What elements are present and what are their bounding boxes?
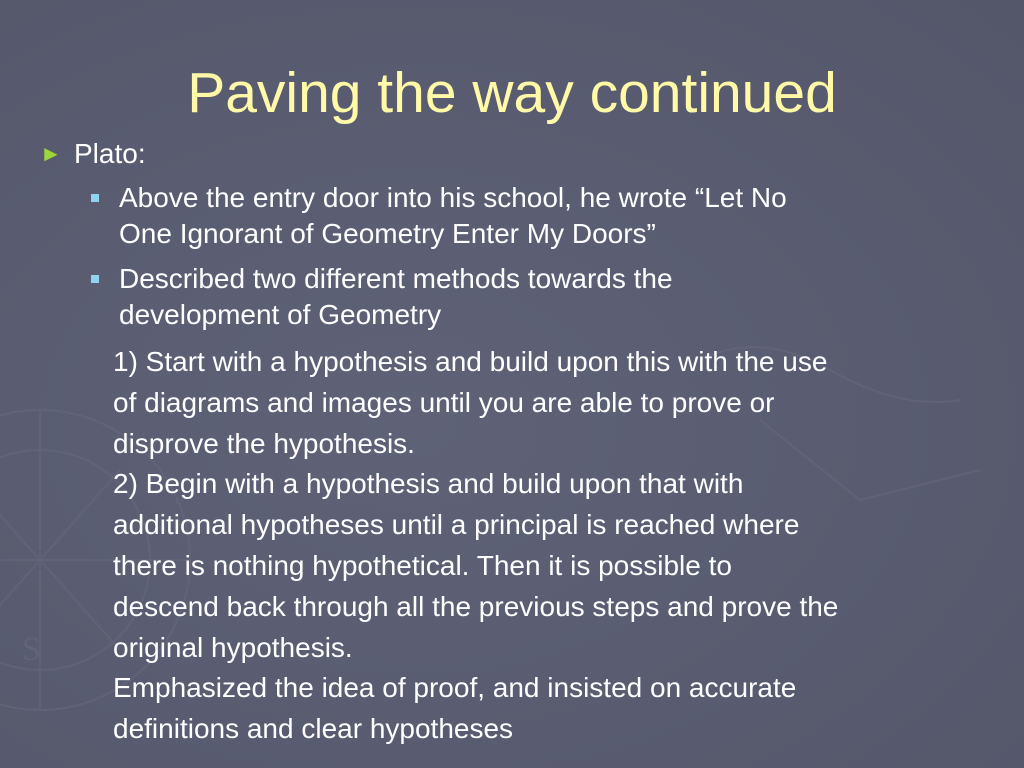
- body-line: disprove the hypothesis.: [113, 427, 415, 459]
- sub-bullet-two-methods: [88, 261, 988, 333]
- body-line: definitions and clear hypotheses: [113, 713, 514, 745]
- body-line: descend back through all the previous steps and prove the: [113, 590, 839, 622]
- body-line: original hypothesis.: [113, 631, 353, 663]
- body-line: there is nothing hypothetical. Then it is possible to: [113, 549, 732, 581]
- square-bullet-icon: [91, 275, 99, 283]
- svg-text:S: S: [22, 631, 41, 668]
- square-bullet-icon: [91, 194, 99, 202]
- sub-bullet-two-methods-line-2: development of Geometry: [119, 299, 442, 330]
- sub-bullet-entry-door-line-2: One Ignorant of Geometry Enter My Doors”: [119, 218, 656, 249]
- sub-bullet-entry-door-line-1: Above the entry door into his school, he wrote “Let No: [119, 182, 787, 213]
- bullet-plato-text: Plato:: [74, 138, 146, 169]
- body-line: of diagrams and images until you are able to prove or: [113, 386, 775, 418]
- methods-body-text: [113, 342, 1013, 750]
- sub-bullet-entry-door: [88, 180, 988, 252]
- body-line: additional hypotheses until a principal is reached where: [113, 509, 800, 541]
- bullet-plato: [40, 136, 146, 172]
- body-line: Emphasized the idea of proof, and insisted on accurate: [113, 672, 797, 704]
- sub-bullet-two-methods-line-1: Described two different methods towards the: [119, 263, 673, 294]
- slide-title: Paving the way continued: [187, 61, 837, 125]
- body-line: 2) Begin with a hypothesis and build upon that with: [113, 468, 744, 500]
- triangle-right-icon: ►: [40, 141, 62, 166]
- body-line: 1) Start with a hypothesis and build upon this with the use: [113, 346, 828, 377]
